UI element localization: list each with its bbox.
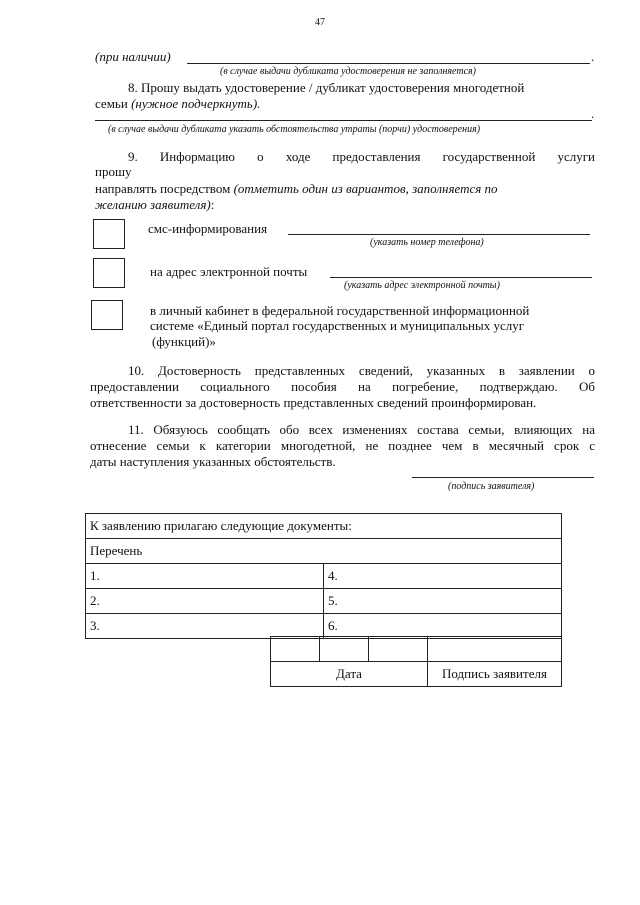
- table-row: [86, 564, 562, 589]
- item9-line4-italic: желанию заявителя): [95, 197, 211, 212]
- item11-line1: 11. Обязуюсь сообщать обо всех изменениях состава семьи, влияющих на: [128, 422, 595, 437]
- page-number: 47: [315, 17, 325, 28]
- date-year-cell[interactable]: [369, 637, 428, 662]
- documents-table: [85, 513, 562, 639]
- item8-fill-line[interactable]: [95, 120, 592, 121]
- item9-line3: [95, 180, 498, 197]
- portal-label-line3: (функций)»: [152, 334, 216, 349]
- item9-line3-italic: (отметить один из вариантов, заполняется по: [233, 181, 498, 196]
- documents-header: К заявлению прилагаю следующие документы:: [86, 514, 562, 539]
- date-label: Дата: [271, 662, 428, 687]
- item10-line3: ответственности за достоверность представленных сведений проинформирован.: [90, 395, 537, 410]
- item11-line3: даты наступления указанных обстоятельств.: [90, 454, 336, 469]
- item11-line2: отнесение семьи к категории многодетной, не позднее чем в месячный срок с: [90, 438, 595, 453]
- document-cell-3[interactable]: 3.: [86, 614, 324, 639]
- email-address-line[interactable]: [330, 277, 592, 278]
- email-checkbox[interactable]: [93, 258, 125, 288]
- item9-line4: [95, 196, 214, 213]
- date-signature-table: [270, 636, 562, 687]
- item10-line2: предоставлении социального пособия на погребение, подтверждаю. Об: [90, 379, 595, 394]
- email-caption: (указать адрес электронной почты): [344, 280, 500, 291]
- top-fill-line[interactable]: [187, 63, 590, 64]
- document-cell-4[interactable]: 4.: [324, 564, 562, 589]
- document-cell-5[interactable]: 5.: [324, 589, 562, 614]
- document-cell-6[interactable]: 6.: [324, 614, 562, 639]
- portal-label-line2: системе «Единый портал государственных и муниципальных услуг: [150, 318, 525, 333]
- date-day-cell[interactable]: [271, 637, 320, 662]
- sms-caption: (указать номер телефона): [370, 237, 484, 248]
- item8-line-period: .: [591, 106, 595, 121]
- portal-label-line1: в личный кабинет в федеральной государственной информационной: [150, 303, 530, 318]
- email-label: на адрес электронной почты: [150, 264, 308, 279]
- signature-line[interactable]: [412, 477, 594, 478]
- duplicate-note: (в случае выдачи дубликата удостоверения не заполняется): [220, 66, 476, 77]
- signature-caption: (подпись заявителя): [448, 481, 535, 492]
- sms-checkbox[interactable]: [93, 219, 125, 249]
- document-cell-1[interactable]: 1.: [86, 564, 324, 589]
- item8-line2-plain: семьи: [95, 96, 132, 111]
- date-month-cell[interactable]: [320, 637, 369, 662]
- signature-label: Подпись заявителя: [428, 662, 562, 687]
- lead-label: (при наличии): [95, 49, 171, 64]
- sms-label: смс-информирования: [148, 221, 268, 236]
- table-row: [86, 614, 562, 639]
- documents-list-label: Перечень: [86, 539, 562, 564]
- item9-line4-colon: :: [210, 197, 215, 212]
- item9-line1: 9. Информацию о ходе предоставления государственной услуги: [128, 149, 595, 164]
- item8-line1: 8. Прошу выдать удостоверение / дубликат удостоверения многодетной: [128, 80, 525, 95]
- item8-line2-italic: (нужное подчеркнуть).: [131, 96, 261, 111]
- sms-phone-line[interactable]: [288, 234, 590, 235]
- table-row: [86, 589, 562, 614]
- signature-cell[interactable]: [428, 637, 562, 662]
- item8-line2: [95, 95, 260, 112]
- item9-line2: прошу: [95, 164, 132, 179]
- top-line-period: .: [591, 49, 595, 64]
- item8-caption: (в случае выдачи дубликата указать обстоятельства утраты (порчи) удостоверения): [108, 124, 481, 135]
- portal-checkbox[interactable]: [91, 300, 123, 330]
- document-cell-2[interactable]: 2.: [86, 589, 324, 614]
- item10-line1: 10. Достоверность представленных сведений, указанных в заявлении о: [128, 363, 595, 378]
- item9-line3-plain: направлять посредством: [95, 181, 234, 196]
